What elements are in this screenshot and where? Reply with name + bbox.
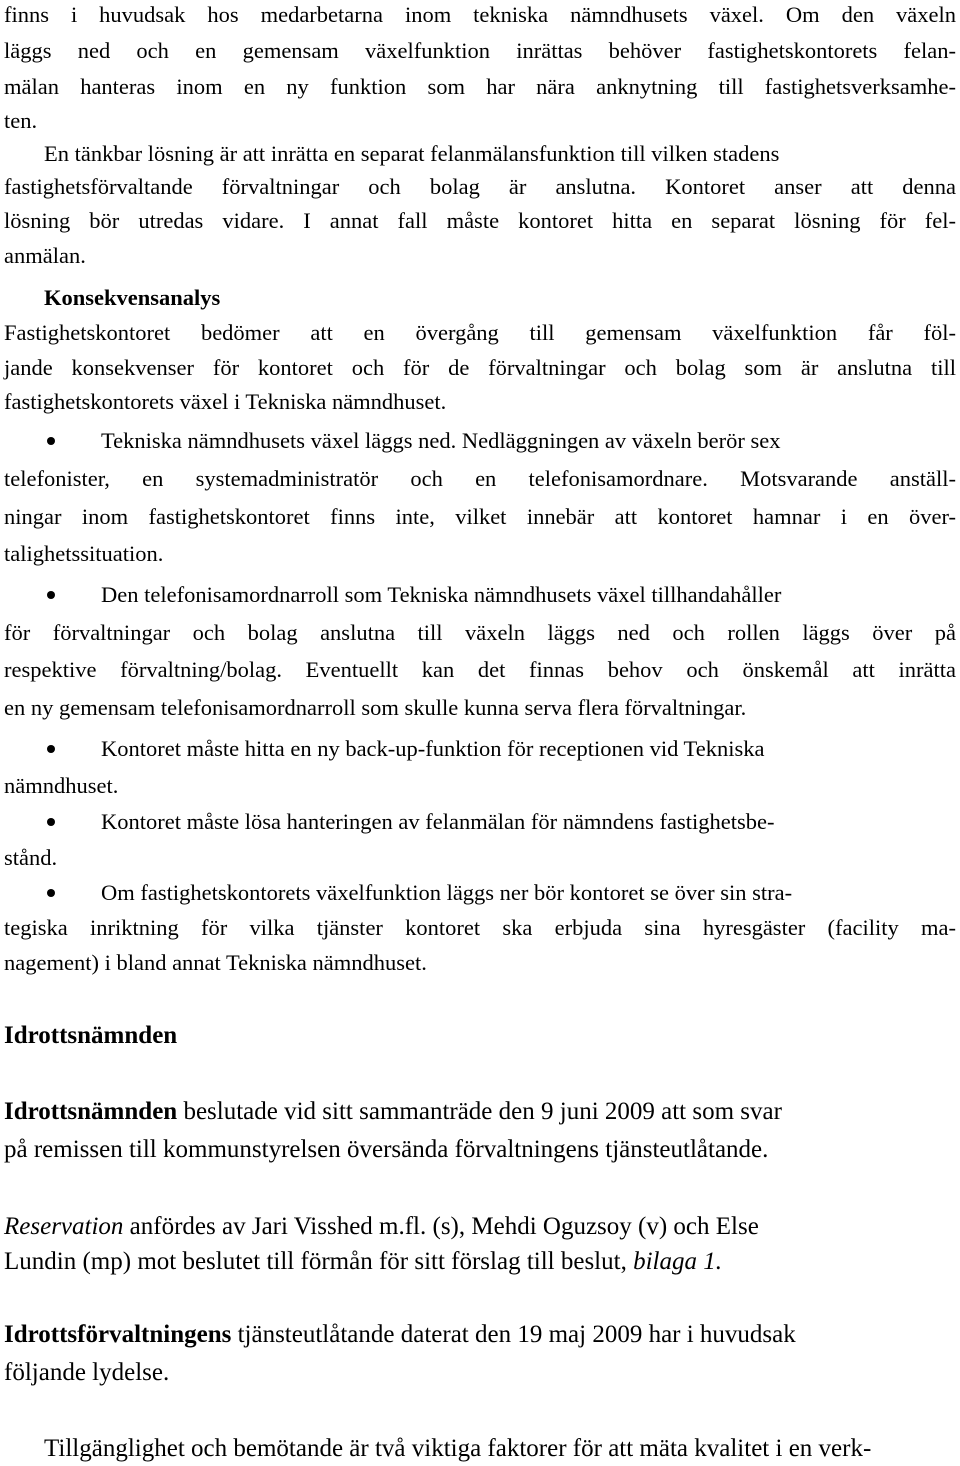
text-run: beslutade vid sitt sammanträde den 9 juni 2009 att som svar: [177, 1098, 782, 1125]
paragraph-line: mälan hanteras inom en ny funktion som har nära anknytning till fastighetsverksamhe-: [4, 74, 956, 99]
paragraph-line: [4, 1210, 960, 1244]
paragraph-line: Tillgänglighet och bemötande är två viktiga faktorer för att mäta kvalitet i en verk-: [44, 1435, 872, 1462]
paragraph-line: lösning bör utredas vidare. I annat fall måste kontoret hitta en separat lösning för fel-: [4, 208, 956, 233]
section-heading: Idrottsnämnden: [4, 1022, 178, 1049]
paragraph-line: fastighetsförvaltande förvaltningar och bolag är anslutna. Kontoret anser att denna: [4, 174, 956, 199]
bullet-line: talighetssituation.: [4, 541, 164, 566]
paragraph-line: på remissen till kommunstyrelsen översända förvaltningens tjänsteutlåtande.: [4, 1136, 769, 1163]
text-run: anfördes av Jari Visshed m.fl. (s), Mehdi Oguzsoy (v) och Else: [123, 1213, 759, 1240]
paragraph-line: [4, 1318, 960, 1352]
bullet-line: tegiska inriktning för vilka tjänster kontoret ska erbjuda sina hyresgäster (facility ma-: [4, 915, 956, 940]
bullet-line: Den telefonisamordnarroll som Tekniska nämndhusets växel tillhandahåller: [101, 582, 782, 607]
paragraph-line: [4, 1095, 960, 1129]
paragraph-line: Fastighetskontoret bedömer att en övergång till gemensam växelfunktion får föl-: [4, 320, 956, 345]
paragraph-line: ten.: [4, 108, 38, 133]
bullet-line: Kontoret måste lösa hanteringen av felanmälan för nämndens fastighetsbe-: [101, 809, 775, 834]
section-heading: Konsekvensanalys: [44, 285, 221, 310]
paragraph-line: fastighetskontorets växel i Tekniska nämndhuset.: [4, 389, 447, 414]
paragraph-line: En tänkbar lösning är att inrätta en separat felanmälansfunktion till vilken stadens: [44, 141, 780, 166]
paragraph-line: finns i huvudsak hos medarbetarna inom tekniska nämndhusets växel. Om den växeln: [4, 2, 956, 27]
paragraph-line: [4, 1245, 960, 1279]
bullet-line: Kontoret måste hitta en ny back-up-funktion för receptionen vid Tekniska: [101, 736, 765, 761]
paragraph-line: jande konsekvenser för kontoret och för de förvaltningar och bolag som är anslutna till: [4, 355, 956, 380]
bullet-icon: [47, 437, 55, 445]
text-run: tjänsteutlåtande daterat den 19 maj 2009 har i huvudsak: [231, 1321, 796, 1348]
paragraph-line: anmälan.: [4, 243, 86, 268]
bullet-line: Tekniska nämndhusets växel läggs ned. Nedläggningen av växeln berör sex: [101, 428, 781, 453]
bullet-line: Om fastighetskontorets växelfunktion läggs ner bör kontoret se över sin stra-: [101, 880, 793, 905]
italic-term: Reservation: [4, 1213, 124, 1240]
text-run: Lundin (mp) mot beslutet till förmån för sitt förslag till beslut,: [4, 1248, 634, 1275]
bold-term: Idrottsförvaltningens: [4, 1321, 232, 1348]
bullet-icon: [47, 591, 55, 599]
bullet-line: stånd.: [4, 845, 58, 870]
bullet-line: ningar inom fastighetskontoret finns inte, vilket innebär att kontoret hamnar i en över-: [4, 504, 956, 529]
bullet-icon: [47, 889, 55, 897]
paragraph-line: läggs ned och en gemensam växelfunktion inrättas behöver fastighetskontorets felan-: [4, 38, 956, 63]
bold-term: Idrottsnämnden: [4, 1098, 178, 1125]
bullet-icon: [47, 818, 55, 826]
bullet-line: nagement) i bland annat Tekniska nämndhuset.: [4, 950, 427, 975]
bullet-line: för förvaltningar och bolag anslutna till växeln läggs ned och rollen läggs över på: [4, 620, 956, 645]
bullet-line: nämndhuset.: [4, 773, 119, 798]
bullet-line: respektive förvaltning/bolag. Eventuellt kan det finnas behov och önskemål att inrätta: [4, 657, 956, 682]
paragraph-line: följande lydelse.: [4, 1359, 170, 1386]
bullet-line: en ny gemensam telefonisamordnarroll som skulle kunna serva flera förvaltningar.: [4, 695, 747, 720]
italic-term: bilaga 1.: [633, 1248, 722, 1275]
bullet-icon: [47, 745, 55, 753]
bullet-line: telefonister, en systemadministratör och en telefonisamordnare. Motsvarande anställ-: [4, 466, 956, 491]
